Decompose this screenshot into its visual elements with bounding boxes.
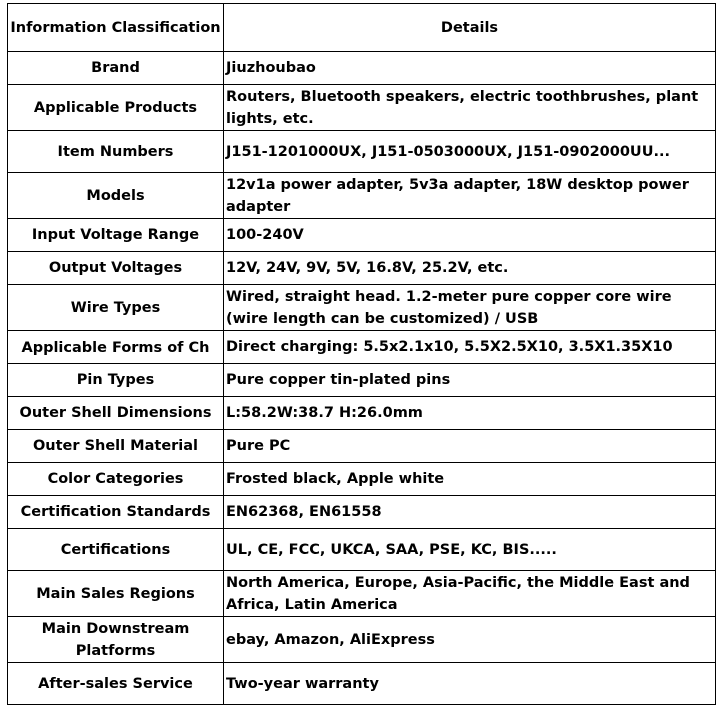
header-details: Details — [224, 4, 716, 52]
row-value: 100-240V — [224, 219, 716, 252]
row-value: Direct charging: 5.5x2.1x10, 5.5X2.5X10, 3.5X1.35X10 — [224, 331, 716, 364]
row-label: Brand — [8, 52, 224, 85]
row-label: Wire Types — [8, 285, 224, 331]
row-value: Two-year warranty — [224, 663, 716, 705]
row-label-text: Applicable Forms of Ch — [21, 340, 210, 356]
row-value: J151-1201000UX, J151-0503000UX, J151-0902000UU... — [224, 131, 716, 173]
row-label: Item Numbers — [8, 131, 224, 173]
row-value: Jiuzhoubao — [224, 52, 716, 85]
row-label: Outer Shell Material — [8, 430, 224, 463]
table-row — [8, 285, 716, 331]
table-row — [8, 331, 716, 364]
table-row — [8, 219, 716, 252]
table-row — [8, 364, 716, 397]
table-row — [8, 463, 716, 496]
row-value: ebay, Amazon, AliExpress — [224, 617, 716, 663]
row-label: Models — [8, 173, 224, 219]
row-value: Pure copper tin-plated pins — [224, 364, 716, 397]
row-value: 12v1a power adapter, 5v3a adapter, 18W desktop power adapter — [224, 173, 716, 219]
row-label: Certification Standards — [8, 496, 224, 529]
table-row — [8, 430, 716, 463]
row-value: Routers, Bluetooth speakers, electric toothbrushes, plant lights, etc. — [224, 85, 716, 131]
row-value: 12V, 24V, 9V, 5V, 16.8V, 25.2V, etc. — [224, 252, 716, 285]
row-label: Main Sales Regions — [8, 571, 224, 617]
row-label: Color Categories — [8, 463, 224, 496]
table-row — [8, 397, 716, 430]
row-label: Certifications — [8, 529, 224, 571]
row-label: Input Voltage Range — [8, 219, 224, 252]
header-classification: Information Classification — [8, 4, 224, 52]
table-row — [8, 252, 716, 285]
row-value: EN62368, EN61558 — [224, 496, 716, 529]
table-row — [8, 571, 716, 617]
table-row — [8, 496, 716, 529]
row-label: Output Voltages — [8, 252, 224, 285]
row-label — [8, 331, 224, 364]
row-value: L:58.2W:38.7 H:26.0mm — [224, 397, 716, 430]
header-row — [8, 4, 716, 52]
table-row — [8, 173, 716, 219]
row-label: Outer Shell Dimensions — [8, 397, 224, 430]
row-value: Frosted black, Apple white — [224, 463, 716, 496]
table-row — [8, 529, 716, 571]
row-value: Wired, straight head. 1.2-meter pure copper core wire (wire length can be customized) / USB — [224, 285, 716, 331]
table-row — [8, 85, 716, 131]
row-value: North America, Europe, Asia-Pacific, the Middle East and Africa, Latin America — [224, 571, 716, 617]
row-value: Pure PC — [224, 430, 716, 463]
table-row — [8, 52, 716, 85]
table-row — [8, 617, 716, 663]
product-spec-table — [7, 3, 716, 705]
row-label: Pin Types — [8, 364, 224, 397]
table-row — [8, 131, 716, 173]
row-label: Main Downstream Platforms — [8, 617, 224, 663]
row-label: After-sales Service — [8, 663, 224, 705]
row-label: Applicable Products — [8, 85, 224, 131]
table-row — [8, 663, 716, 705]
row-value: UL, CE, FCC, UKCA, SAA, PSE, KC, BIS..... — [224, 529, 716, 571]
